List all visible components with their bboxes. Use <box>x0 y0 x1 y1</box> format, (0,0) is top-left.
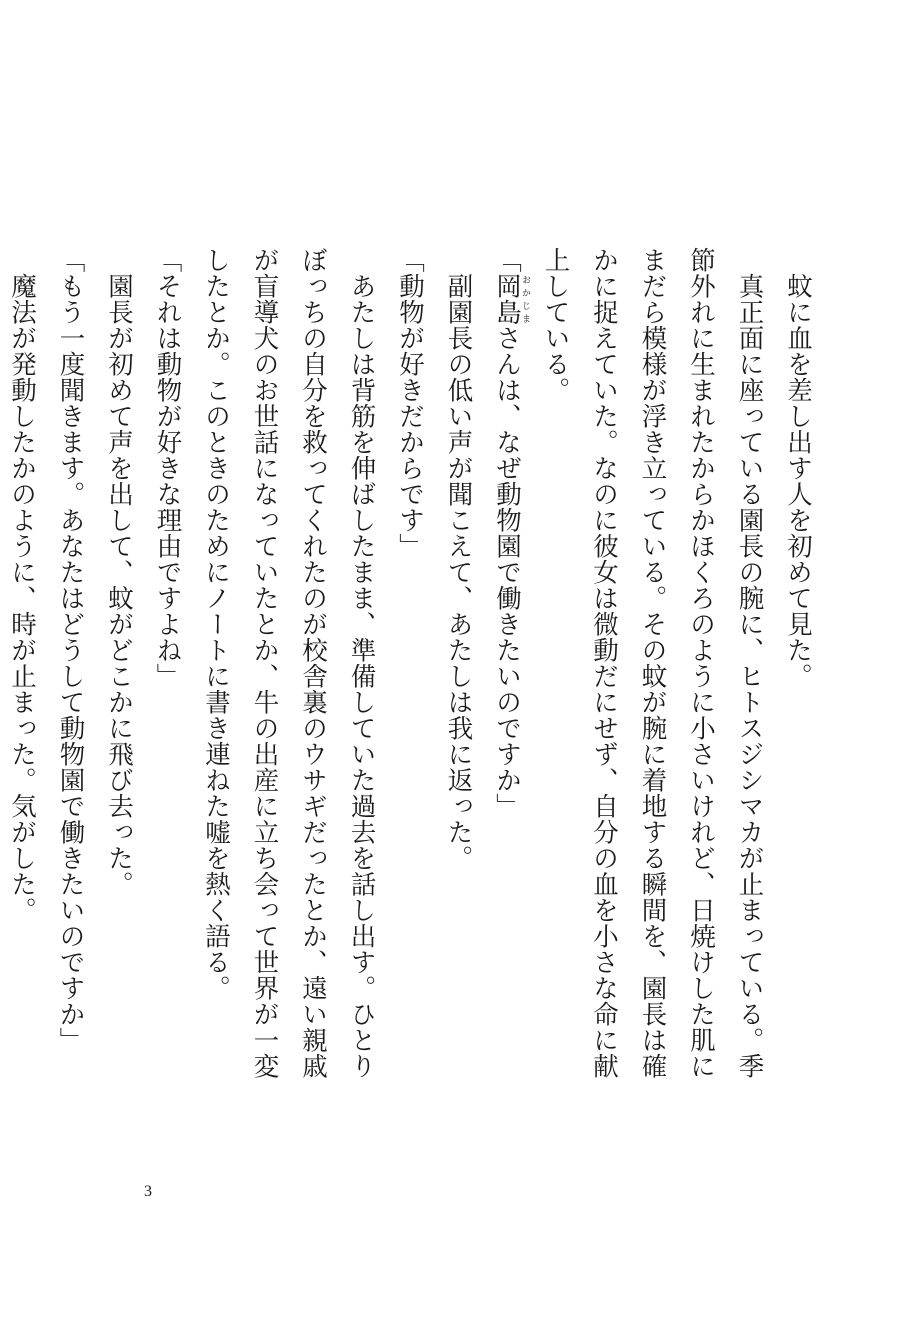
paragraph-1: 蚊に血を差し出す人を初めて見た。 <box>783 272 813 689</box>
body-text <box>7 247 822 1097</box>
paragraph-4: 副園長の低い声が聞こえて、あたしは我に返った。 <box>443 272 474 871</box>
paragraph-2: 真正面に座っている園長の腕に、ヒトスジシマカが止まっている。季節外れに生まれたからかほくろのように小さいけれど、日焼けした肌にまだら模様が浮き立っている。その蚊が腕に着地する瞬間を、園長は確かに捉えていた。なのに彼女は微動だにせず、自分の血を小さな命に献上している。 <box>540 247 765 1079</box>
paragraph-8: 園長が初めて声を出して、蚊がどこかに飛び去った。 <box>104 272 134 897</box>
page-number: 3 <box>144 1183 152 1200</box>
paragraph-3-rest: さんは、なぜ動物園で働きたいのですか」 <box>492 325 522 819</box>
ruby-reading: おかじま <box>520 273 530 325</box>
paragraph-9: 「もう一度聞きます。あなたはどうして動物園で働きたいのですか」 <box>55 247 86 1053</box>
paragraph-3 <box>483 247 532 1097</box>
paragraph-5: 「動物が好きだからです」 <box>395 247 425 559</box>
paragraph-3-open-quote: 「 <box>492 247 522 273</box>
paragraph-10: 魔法が発動したかのように、時が止まった。気がした。 <box>7 272 37 923</box>
furigana-name <box>492 273 530 325</box>
ruby-base-text: 岡島 <box>492 273 522 325</box>
paragraph-7: 「それは動物が好きな理由ですよね」 <box>152 247 183 689</box>
paragraph-6: あたしは背筋を伸ばしたまま、準備していた過去を話し出す。ひとりぼっちの自分を救ってくれたのが校舎裏のウサギだったとか、遠い親戚が盲導犬のお世話になっていたとか、牛の出産に立ち会って世界が一変したとか。このときのためにノートに書き連ねた嘘を熱く語る。 <box>201 247 377 1079</box>
